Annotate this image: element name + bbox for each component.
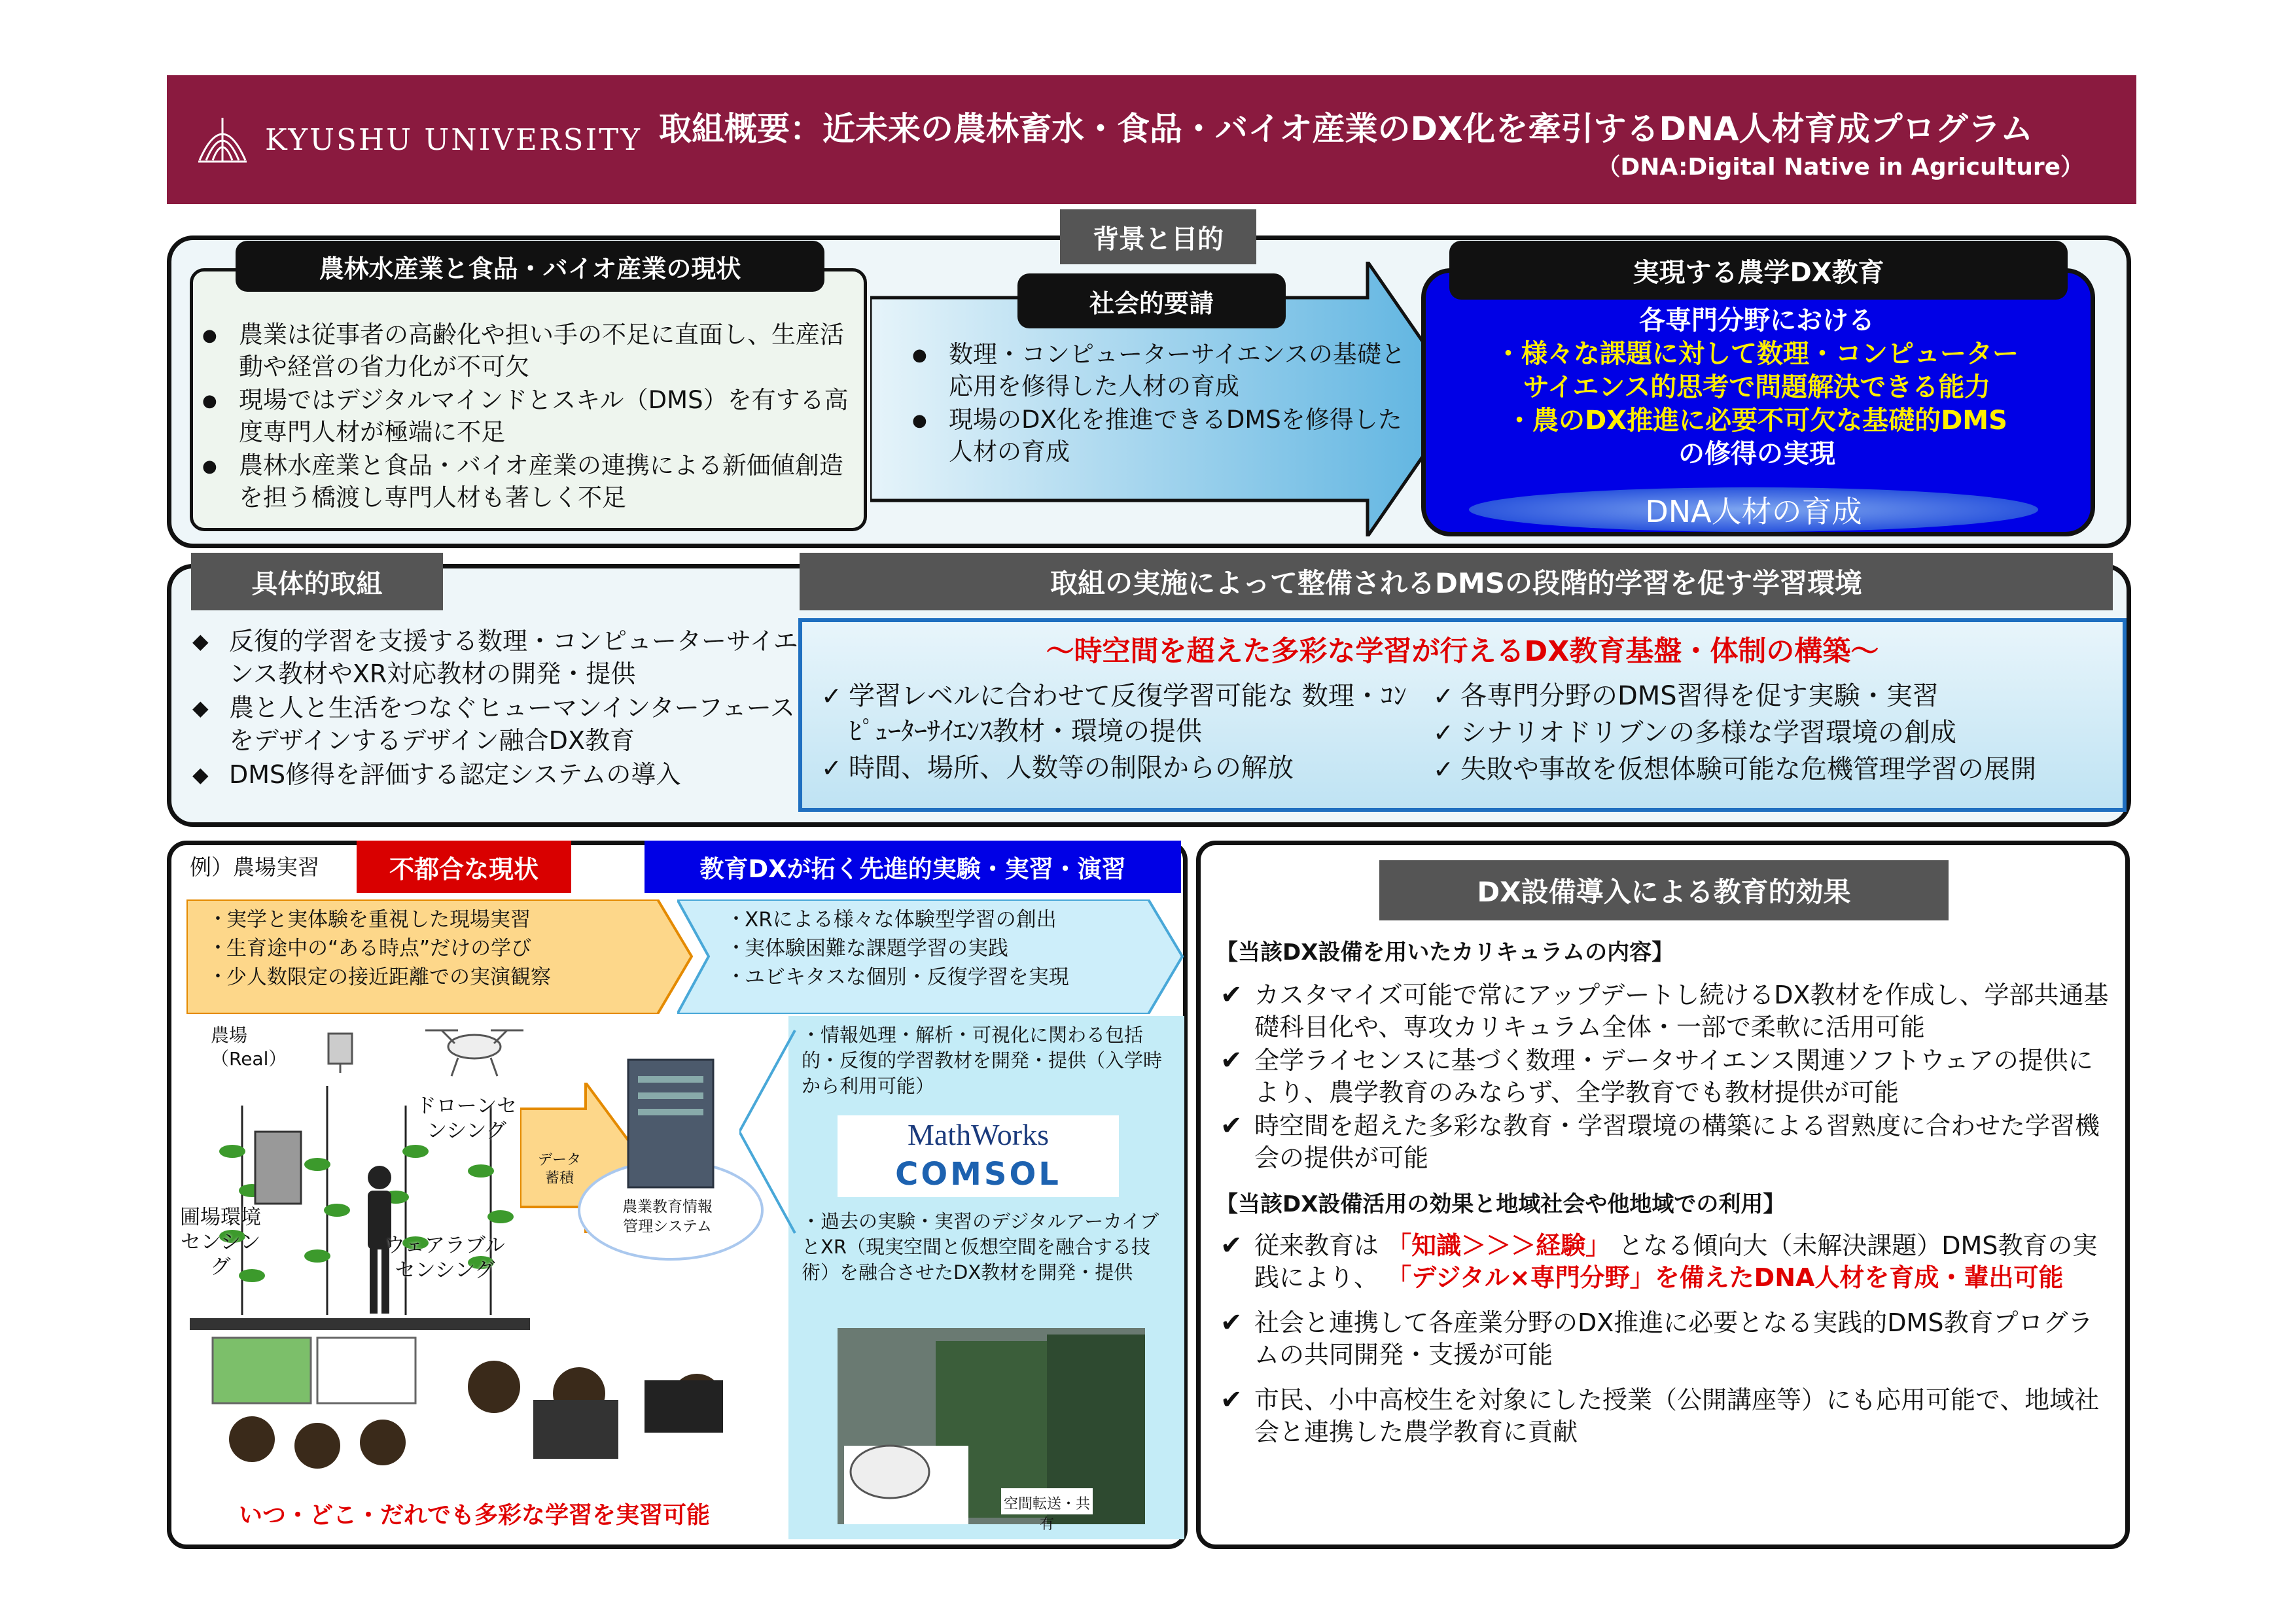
kyushu-crest-icon — [193, 114, 252, 167]
dx-education-lead: 各専門分野における — [1639, 305, 1875, 336]
list-item: ◆ 農と人と生活をつなぐヒューマンインターフェースをデザインするデザイン融合DX教育 — [190, 691, 798, 757]
list-item: ・ 少人数限定の接近距離での実演観察 — [208, 964, 679, 991]
list-item: ・ ユビキタスな個別・反復学習を実現 — [726, 964, 1158, 991]
materials-text-2: ・過去の実験・実習のデジタルアーカイブとXR（現実空間と仮想空間を融合する技術）を融合させたDX教材を開発・提供 — [802, 1210, 1159, 1283]
list-item: ● 現場ではデジタルマインドとスキル（DMS）を有する高度専門人材が極端に不足 — [200, 384, 854, 448]
dna-oval: DNA人材の育成 — [1469, 487, 2038, 532]
environment-left-list — [821, 678, 1423, 787]
bad-status-tag: 不都合な現状 — [357, 841, 571, 893]
effects-list-1 — [1220, 979, 2117, 1176]
effects-heading-2: 【当該DX設備活用の効果と地域社会や他地域での利用】 — [1216, 1191, 1786, 1217]
comsol-logo: COMSOL — [895, 1156, 1061, 1193]
vr-photo — [838, 1328, 1145, 1524]
effects-heading-1: 【当該DX設備を用いたカリキュラムの内容】 — [1216, 939, 1674, 966]
classroom-illustration — [186, 1328, 775, 1498]
dx-education-line: ・様々な課題に対して数理・コンピューター — [1495, 339, 2019, 369]
list-item: ● 農業は従事者の高齢化や担い手の不足に直面し、生産活動や経営の省力化が不可欠 — [200, 319, 854, 383]
mathworks-logo: MathWorks — [907, 1118, 1050, 1151]
dx-education-title: 実現する農学DX教育 — [1449, 241, 2068, 300]
list-item: ✔ 時空間を超えた多彩な教育・学習環境の構築による習熟度に合わせた学習機会の提供が可能 — [1220, 1110, 2117, 1174]
red-text: 「知識＞＞＞経験」 — [1386, 1231, 1611, 1260]
dx-education-tail: の修得の実現 — [1678, 439, 1835, 469]
list-item: ✓ 各専門分野のDMS習得を促す実験・実習 — [1433, 678, 2127, 714]
list-item: ✓ シナリオドリブンの多様な学習環境の創成 — [1433, 715, 2127, 750]
field-sensing-label: 圃場環境センシング — [180, 1206, 261, 1279]
list-item: ● 現場のDX化を推進できるDMSを修得した人材の育成 — [910, 404, 1407, 468]
list-item: ● 数理・コンピューターサイエンスの基礎と応用を修得した人材の育成 — [910, 338, 1407, 402]
list-item: ✔ 全学ライセンスに基づく数理・データサイエンス関連ソフトウェアの提供により、農学教育のみならず、全学教育でも教材提供が可能 — [1220, 1045, 2117, 1109]
current-status-title: 農林水産業と食品・バイオ産業の現状 — [236, 241, 824, 292]
drone-icon — [419, 1017, 530, 1083]
vr-caption: 空間転送・共有 — [1003, 1496, 1090, 1533]
list-item: ✔ カスタマイズ可能で常にアップデートし続けるDX教材を作成し、学部共通基礎科目化や、専攻カリキュラム全体・一部で柔軟に活用可能 — [1220, 979, 2117, 1043]
list-item: ・ 実学と実体験を重視した現場実習 — [208, 906, 679, 934]
list-item: ✓ 学習レベルに合わせて反復学習可能な 数理・ｺﾝﾋﾟｭｰﾀｰｻｲｴﾝｽ教材・環境の提供 — [821, 678, 1423, 749]
list-item: ◆ DMS修得を評価する認定システムの導入 — [190, 758, 798, 791]
environment-headline: ～時空間を超えた多彩な学習が行えるDX教育基盤・体制の構築～ — [1046, 635, 1879, 668]
dx-education-line: サイエンス的思考で問題解決できる能力 — [1523, 372, 1991, 402]
page-subtitle: （DNA:Digital Native in Agriculture） — [1597, 154, 2084, 181]
effects-list-2 — [1220, 1230, 2117, 1450]
environment-title: 取組の実施によって整備されるDMSの段階的学習を促す学習環境 — [800, 553, 2113, 610]
list-item: ◆ 反復的学習を支援する数理・コンピューターサイエンス教材やXR対応教材の開発・提供 — [190, 625, 798, 690]
effects-tag: DX設備導入による教育的効果 — [1379, 860, 1949, 920]
software-logos — [838, 1115, 1119, 1197]
page-title: 取組概要：近未来の農林畜水・食品・バイオ産業のDX化を牽引するDNA人材育成プログラム — [659, 110, 2034, 148]
list-item: ・ 実体験困難な課題学習の実践 — [726, 935, 1158, 962]
list-item: ● 農林水産業と食品・バイオ産業の連携による新価値創造を担う橋渡し専門人材も著しく不足 — [200, 449, 854, 514]
social-demand-title: 社会的要請 — [1017, 273, 1286, 328]
list-item: ・ XRによる様々な体験型学習の創出 — [726, 906, 1158, 934]
dx-education-line: ・農のDX推進に必要不可欠な基礎的DMS — [1506, 406, 2007, 436]
drone-sensing-label: ドローンセンシング — [415, 1094, 518, 1143]
info-system-label: 農業教育情報管理システム — [622, 1198, 713, 1235]
list-item: ✓ 時間、場所、人数等の制限からの解放 — [821, 750, 1423, 786]
concrete-tag: 具体的取組 — [191, 553, 443, 610]
example-label: 例）農場実習 — [190, 854, 319, 880]
list-item: ✔ 市民、小中高校生を対象にした授業（公開講座等）にも応用可能で、地域社会と連携した農学教育に貢献 — [1220, 1384, 2117, 1448]
list-item: ✓ 失敗や事故を仮想体験可能な危機管理学習の展開 — [1433, 752, 2127, 787]
background-tag: 背景と目的 — [1060, 209, 1256, 264]
header-banner — [167, 75, 2136, 204]
red-text: 「デジタル×専門分野」を備えたDNA人材を育成・輩出可能 — [1386, 1263, 2064, 1292]
current-status-list — [200, 319, 854, 515]
dx-education-text — [1426, 304, 2087, 471]
university-logo-text: KYUSHU UNIVERSITY — [265, 122, 642, 157]
farm-label: 農場（Real） — [211, 1024, 287, 1070]
bad-status-list — [208, 906, 679, 992]
environment-right-list — [1433, 678, 2127, 788]
list-item: ・ 生育途中の“ある時点”だけの学び — [208, 935, 679, 962]
advanced-tag: 教育DXが拓く先進的実験・実習・演習 — [645, 841, 1181, 893]
example-footer: いつ・どこ・だれでも多彩な学習を実習可能 — [239, 1502, 711, 1529]
concrete-list — [190, 625, 798, 792]
wearable-sensing-label: ウェアラブルセンシング — [385, 1234, 505, 1282]
sensor-icon — [321, 1027, 360, 1073]
advanced-list — [726, 906, 1158, 992]
social-demand-list — [910, 338, 1407, 469]
list-item: ✔ 従来教育は 「知識＞＞＞経験」 となる傾向大（未解決課題）DMS教育の実践により、 「デジタル×専門分野」を備えたDNA人材を育成・輩出可能 — [1220, 1230, 2117, 1294]
callout-lines — [739, 1027, 798, 1236]
materials-text-1: ・情報処理・解析・可視化に関わる包括的・反復的学習教材を開発・提供（入学時から利用可能） — [802, 1024, 1163, 1097]
list-item: ✔ 社会と連携して各産業分野のDX推進に必要となる実践的DMS教育プログラムの共同開発・支援が可能 — [1220, 1307, 2117, 1371]
data-storage-label: データ蓄積 — [537, 1152, 581, 1187]
